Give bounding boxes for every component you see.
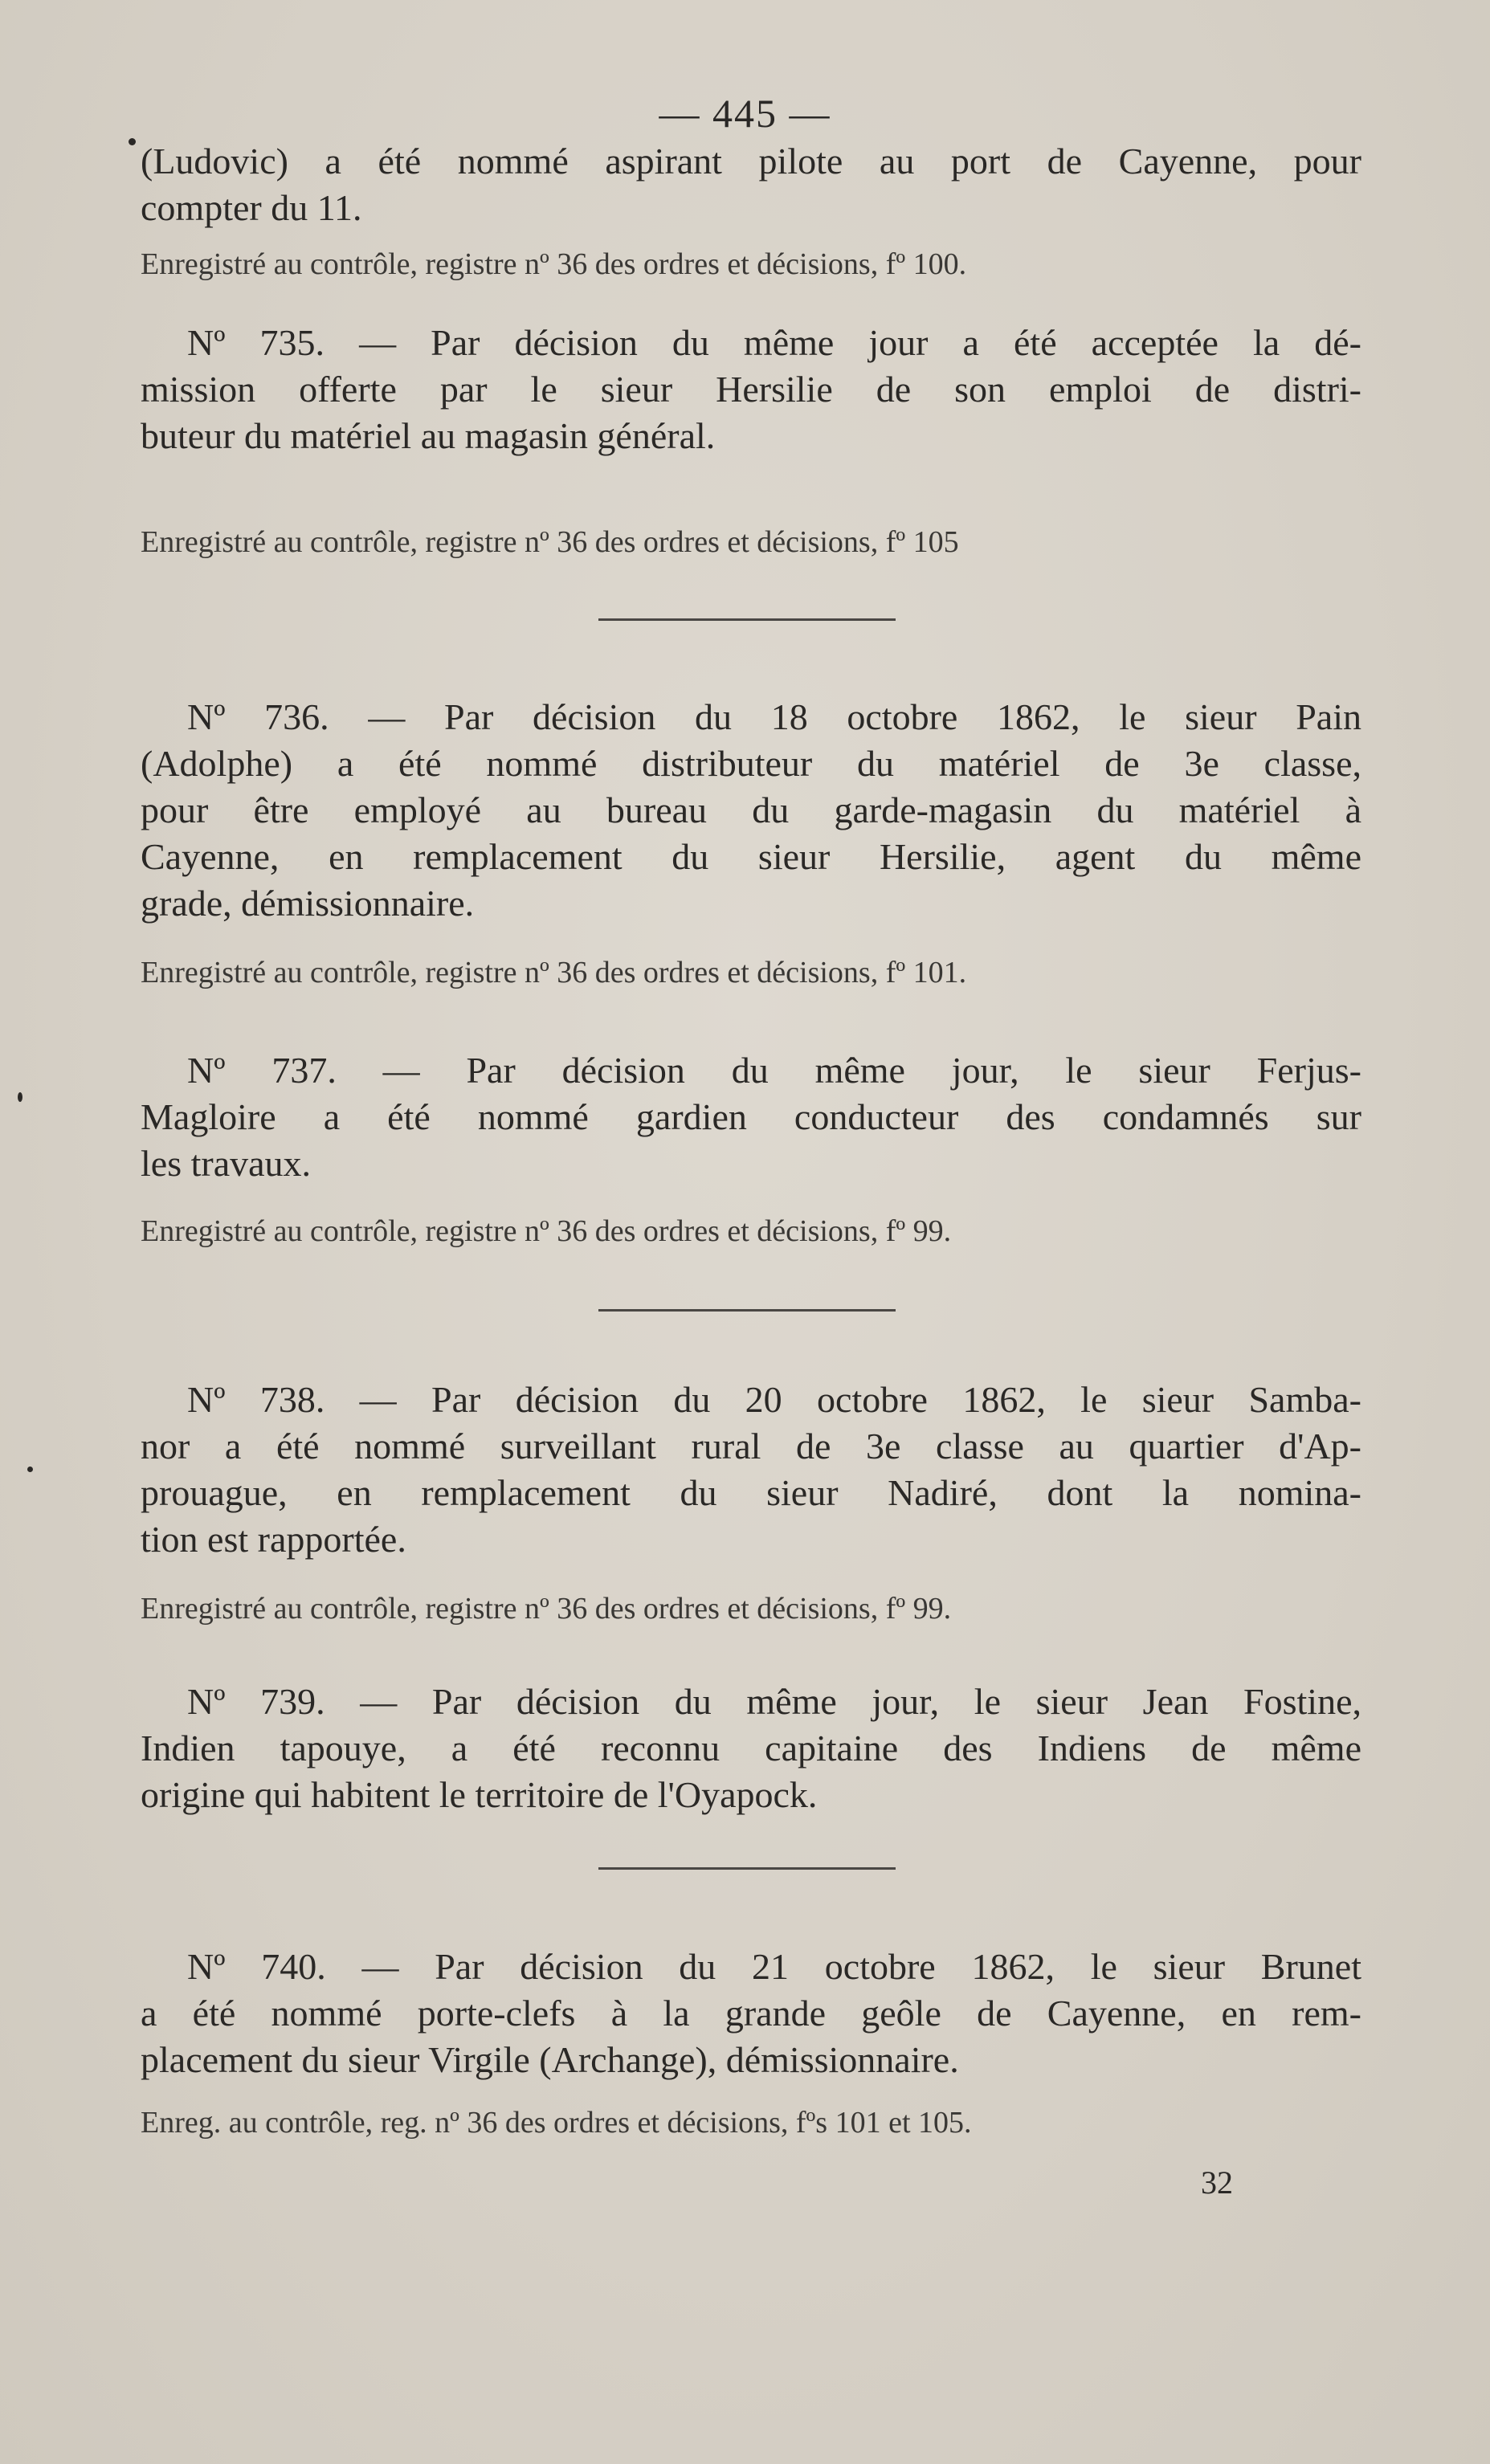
entry-line: pour être employé au bureau du garde-magasin du matériel à: [141, 789, 1361, 830]
entry-line: (Adolphe) a été nommé distributeur du matériel de 3e classe,: [141, 743, 1361, 784]
registration-note: Enregistré au contrôle, registre nº 36 des ordres et décisions, fº 100.: [141, 247, 967, 281]
entry-line: compter du 11.: [141, 187, 362, 228]
entry-line: buteur du matériel au magasin général.: [141, 415, 716, 456]
signature-mark: 32: [1201, 2164, 1233, 2201]
entry-735: [141, 320, 1361, 459]
entry-line: Indien tapouye, a été reconnu capitaine des Indiens de même: [141, 1728, 1361, 1768]
entry-line: prouague, en remplacement du sieur Nadiré, dont la nomina-: [141, 1472, 1361, 1513]
print-speck: [18, 1092, 22, 1102]
print-speck: [129, 138, 136, 145]
entry-line: Nº 738. — Par décision du 20 octobre 1862, le sieur Samba-: [187, 1379, 1361, 1420]
entry-line: Nº 737. — Par décision du même jour, le sieur Ferjus-: [187, 1050, 1361, 1091]
entry-continuation: [141, 138, 1361, 231]
entry-line: origine qui habitent le territoire de l'Oyapock.: [141, 1774, 818, 1815]
entry-line: mission offerte par le sieur Hersilie de son emploi de distri-: [141, 369, 1361, 410]
print-speck: [27, 1467, 33, 1472]
entry-736: [141, 694, 1361, 927]
entry-line: (Ludovic) a été nommé aspirant pilote au port de Cayenne, pour: [141, 141, 1361, 182]
registration-note: Enregistré au contrôle, registre nº 36 des ordres et décisions, fº 99.: [141, 1214, 952, 1248]
entry-738: [141, 1377, 1361, 1563]
entry-739: [141, 1679, 1361, 1818]
entry-line: Nº 740. — Par décision du 21 octobre 1862, le sieur Brunet: [187, 1946, 1361, 1987]
section-divider: [598, 618, 896, 621]
entry-line: grade, démissionnaire.: [141, 883, 475, 924]
entry-line: Cayenne, en remplacement du sieur Hersilie, agent du même: [141, 836, 1361, 877]
registration-note: Enregistré au contrôle, registre nº 36 des ordres et décisions, fº 105: [141, 525, 959, 559]
entry-line: les travaux.: [141, 1143, 312, 1184]
entry-line: Nº 735. — Par décision du même jour a été acceptée la dé-: [187, 322, 1361, 363]
entry-737: [141, 1047, 1361, 1187]
registration-note: Enreg. au contrôle, reg. nº 36 des ordres et décisions, fºs 101 et 105.: [141, 2106, 972, 2140]
entry-line: a été nommé porte-clefs à la grande geôle de Cayenne, en rem-: [141, 1993, 1361, 2034]
entry-line: placement du sieur Virgile (Archange), démissionnaire.: [141, 2039, 959, 2080]
entry-line: tion est rapportée.: [141, 1519, 406, 1560]
entry-line: Nº 736. — Par décision du 18 octobre 1862, le sieur Pain: [187, 696, 1361, 737]
entry-line: Nº 739. — Par décision du même jour, le sieur Jean Fostine,: [187, 1681, 1361, 1722]
page-number: — 445 —: [659, 91, 831, 136]
registration-note: Enregistré au contrôle, registre nº 36 des ordres et décisions, fº 99.: [141, 1592, 952, 1626]
entry-740: [141, 1944, 1361, 2083]
entry-line: nor a été nommé surveillant rural de 3e classe au quartier d'Ap-: [141, 1426, 1361, 1467]
registration-note: Enregistré au contrôle, registre nº 36 des ordres et décisions, fº 101.: [141, 956, 967, 989]
section-divider: [598, 1309, 896, 1312]
entry-line: Magloire a été nommé gardien conducteur des condamnés sur: [141, 1096, 1361, 1137]
section-divider: [598, 1867, 896, 1870]
